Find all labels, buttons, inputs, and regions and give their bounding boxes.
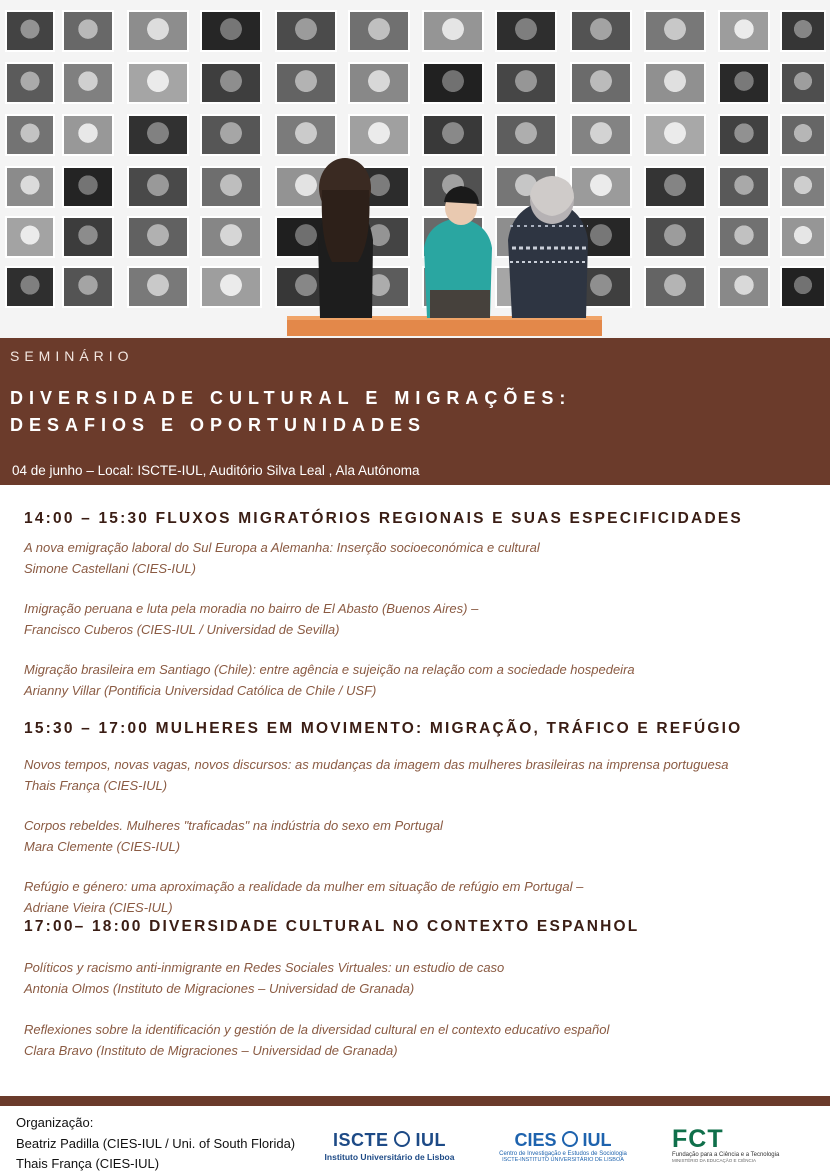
cies-iul-logo [497,1130,629,1163]
session-heading-1: 14:00 – 15:30 FLUXOS MIGRATÓRIOS REGIONAIS E SUAS ESPECIFICIDADES [24,510,743,527]
seminar-title-line-1: DIVERSIDADE CULTURAL E MIGRAÇÕES: [10,388,572,408]
talk-speaker: Antonia Olmos (Instituto de Migraciones – Universidad de Granada) [24,980,415,996]
date-location: 04 de junho – Local: ISCTE-IUL, Auditório Silva Leal , Ala Autónoma [12,463,420,478]
talk-speaker: Simone Castellani (CIES-IUL) [24,560,196,576]
footer-divider [0,1096,830,1106]
talk-speaker: Arianny Villar (Pontificia Universidad Católica de Chile / USF) [24,682,377,698]
iscte-logo-subtitle: Instituto Universitário de Lisboa [324,1152,455,1162]
iscte-iul-logo [322,1130,457,1162]
talk-speaker: Adriane Vieira (CIES-IUL) [24,899,173,915]
talk-3-2 [24,1020,609,1061]
talk-title: Refúgio e género: uma aproximação a realidade da mulher em situação de refúgio em Portugal – [24,879,584,894]
talk-title: Corpos rebeldes. Mulheres "traficadas" na indústria do sexo em Portugal [24,818,443,833]
talk-2-1 [24,755,729,796]
talk-title: Reflexiones sobre la identificación y gestión de la diversidad cultural en el contexto educativo español [24,1022,610,1037]
iscte-logo-name: ISCTE [332,1130,389,1150]
seminar-title-line-2: DESAFIOS E OPORTUNIDADES [10,415,427,435]
talk-2-3 [24,877,583,918]
event-type-label: SEMINÁRIO [10,348,134,364]
fct-logo-name: FCT [672,1125,724,1153]
talk-speaker: Francisco Cuberos (CIES-IUL / Universidad de Sevilla) [24,621,340,637]
talk-title: Migração brasileira em Santiago (Chile): entre agência e sujeição na relação com a sociedade hospedeira [24,662,635,677]
seminar-title [10,385,571,439]
talk-speaker: Thais França (CIES-IUL) [24,777,168,793]
globe-icon [562,1131,578,1147]
talk-2-2 [24,816,443,857]
cies-logo-name: CIES [514,1130,557,1150]
organizer-1: Beatriz Padilla (CIES-IUL / Uni. of South Florida) [16,1135,296,1151]
cies-logo-subtitle-1: Centro de Investigação e Estudos de Sociologia [499,1151,627,1157]
session-heading-2: 15:30 – 17:00 MULHERES EM MOVIMENTO: MIGRAÇÃO, TRÁFICO E REFÚGIO [24,720,743,737]
talk-1-1 [24,538,540,579]
talk-title: A nova emigração laboral do Sul Europa a Alemanha: Inserção socioeconómica e cultural [24,540,540,555]
fct-logo-subtitle-2: MINISTÉRIO DA EDUCAÇÃO E CIÊNCIA [672,1158,757,1163]
talk-title: Políticos y racismo anti-inmigrante en Redes Sociales Virtuales: un estudio de caso [24,960,505,975]
fct-logo [672,1126,784,1163]
session-heading-3: 17:00– 18:00 DIVERSIDADE CULTURAL NO CONTEXTO ESPANHOL [24,918,640,935]
cies-logo-subtitle-2: ISCTE-INSTITUTO UNIVERSITÁRIO DE LISBOA [502,1157,624,1163]
cies-logo-suffix: IUL [582,1130,612,1150]
talk-1-3 [24,660,635,701]
organizer-2: Thais França (CIES-IUL) [16,1156,160,1171]
talk-3-1 [24,958,504,999]
fct-logo-subtitle-1: Fundação para a Ciência e a Tecnologia [672,1152,780,1158]
people-on-bench-illustration [0,0,830,338]
talk-speaker: Clara Bravo (Instituto de Migraciones – Universidad de Granada) [24,1042,398,1058]
organization-block [16,1113,295,1175]
title-banner [0,338,830,485]
talk-speaker: Mara Clemente (CIES-IUL) [24,838,181,854]
talk-1-2 [24,599,478,640]
talk-title: Imigração peruana e luta pela moradia no bairro de El Abasto (Buenos Aires) – [24,601,479,616]
iscte-logo-suffix: IUL [415,1130,447,1150]
globe-icon [394,1131,410,1147]
hero-image [0,0,830,338]
talk-title: Novos tempos, novas vagas, novos discursos: as mudanças da imagem das mulheres brasileiras na imprensa portuguesa [24,757,729,772]
organization-label: Organização: [16,1115,94,1130]
